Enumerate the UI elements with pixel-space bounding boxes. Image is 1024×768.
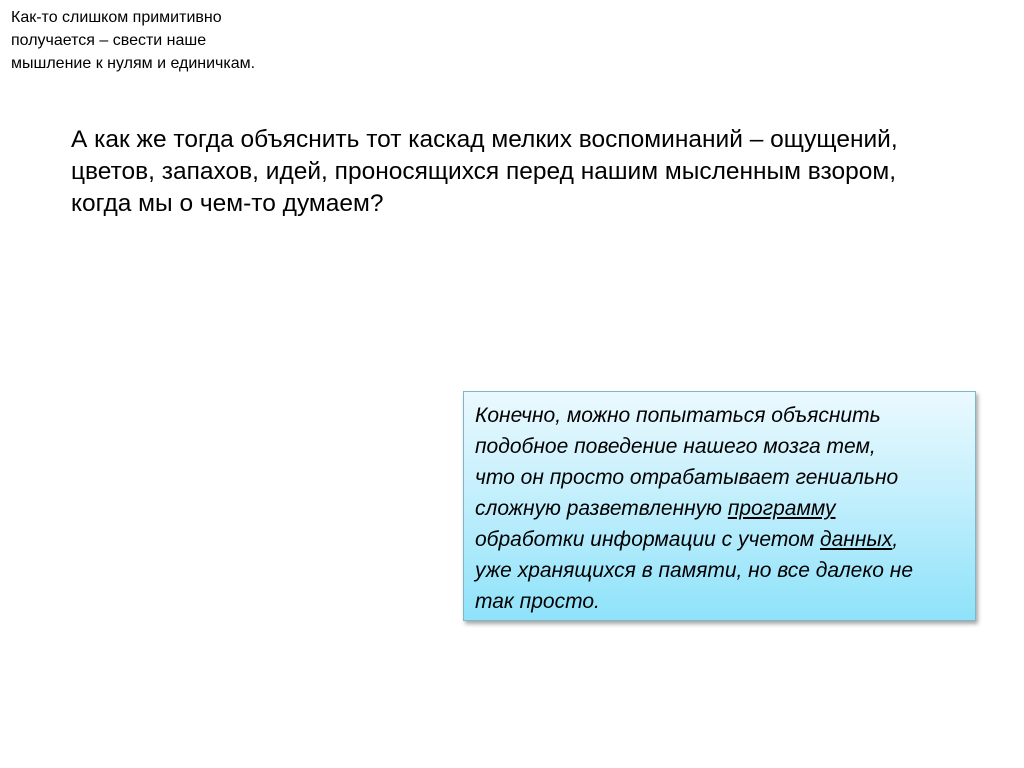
callout-text-segment: , bbox=[892, 528, 899, 551]
callout-box bbox=[463, 391, 976, 621]
callout-line bbox=[475, 555, 965, 586]
callout-text-segment: так просто. bbox=[475, 590, 600, 613]
term-program: программу bbox=[727, 497, 836, 520]
callout-text-segment: уже хранящихся в памяти, но все далеко не bbox=[475, 559, 914, 582]
callout-text-segment: Конечно, можно попытаться объяснить bbox=[475, 404, 881, 427]
callout-line bbox=[475, 431, 965, 462]
main-question: А как же тогда объяснить тот каскад мелких воспоминаний – ощущений, цветов, запахов, идей, проносящихся перед нашим мысленным взором, когда мы о чем-то думаем? bbox=[71, 126, 898, 217]
callout-text-segment: что он просто отрабатывает гениально bbox=[475, 466, 899, 489]
callout-line bbox=[475, 586, 965, 617]
callout-line bbox=[475, 493, 965, 524]
callout-text bbox=[475, 400, 965, 617]
callout-text-segment: подобное поведение нашего мозга тем, bbox=[475, 435, 876, 458]
callout-text-segment: сложную разветвленную bbox=[475, 497, 728, 520]
corner-note: Как-то слишком примитивно получается – свести наше мышление к нулям и единичкам. bbox=[11, 9, 256, 72]
callout-line bbox=[475, 462, 965, 493]
callout-line bbox=[475, 400, 965, 431]
callout-text-segment: обработки информации с учетом bbox=[475, 528, 820, 551]
callout-line bbox=[475, 524, 965, 555]
term-data: данных bbox=[820, 528, 893, 551]
